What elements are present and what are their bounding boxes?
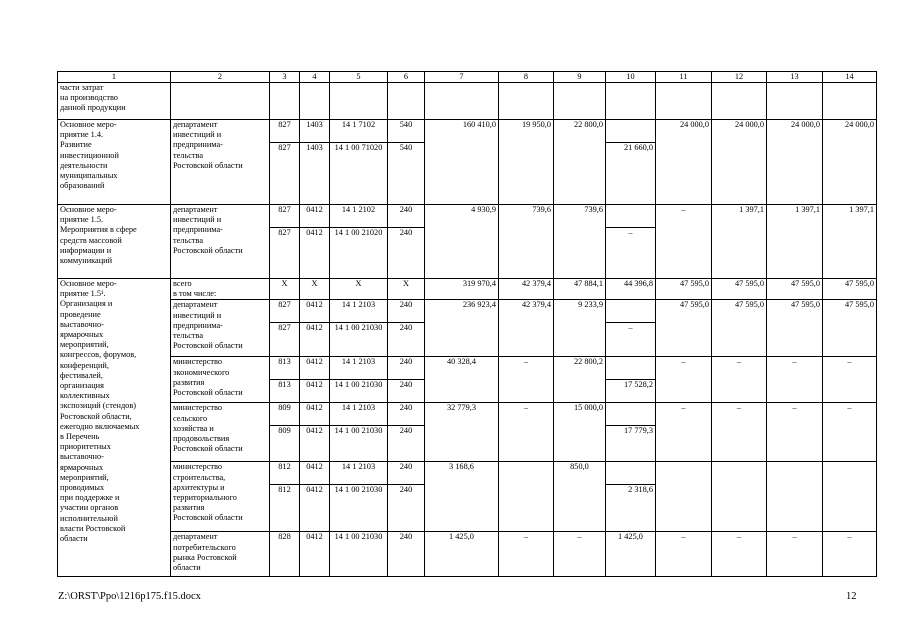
- table-row: [58, 357, 877, 380]
- cell-c6: 240: [388, 485, 425, 532]
- continuation-text: части затрат на производство данной продукции: [58, 83, 171, 120]
- cell-c4: 0412: [300, 532, 330, 577]
- executor: департамент инвестиций и предпринима- тельства Ростовской области: [171, 300, 270, 357]
- cell-c14: 24 000,0: [823, 120, 877, 205]
- cell-c10: –: [606, 228, 656, 279]
- cell-c14: 1 397,1: [823, 205, 877, 279]
- cell-c14: –: [823, 532, 877, 577]
- cell-c12: 47 595,0: [712, 300, 767, 357]
- activity-name: Основное меро- приятие 1.5. Мероприятия в сфере средств массовой информации и коммуникаций: [58, 205, 171, 279]
- cell-c6: 240: [388, 228, 425, 279]
- cell-c10: 2 318,6: [606, 485, 656, 532]
- cell-c13: 1 397,1: [767, 205, 823, 279]
- cell-c5: 14 1 00 21030: [330, 426, 388, 462]
- cell-c9: 47 884,1: [554, 279, 606, 300]
- cell-c13: 47 595,0: [767, 300, 823, 357]
- cell-c6: Х: [388, 279, 425, 300]
- cell-c13: [767, 462, 823, 532]
- cell-c5: 14 1 2103: [330, 357, 388, 380]
- executor: департамент потребительского рынка Ростовской области: [171, 532, 270, 577]
- cell-c3: 827: [270, 323, 300, 357]
- cell-c7: 4 930,9: [425, 205, 499, 279]
- cell-c14: [823, 462, 877, 532]
- cell-c14: 47 595,0: [823, 300, 877, 357]
- cell-c9: 850,0: [554, 462, 606, 532]
- cell-c12: [712, 462, 767, 532]
- header-cell: 3: [270, 72, 300, 83]
- cell-c11: 24 000,0: [656, 120, 712, 205]
- cell-c5: 14 1 00 71020: [330, 143, 388, 205]
- cell-c10: 17 779,3: [606, 426, 656, 462]
- cell-c11: 47 595,0: [656, 300, 712, 357]
- header-cell: 4: [300, 72, 330, 83]
- cell-c4: 0412: [300, 357, 330, 380]
- header-cell: 9: [554, 72, 606, 83]
- cell-c5: 14 1 00 21030: [330, 485, 388, 532]
- cell-c13: –: [767, 357, 823, 403]
- cell-c5: 14 1 2102: [330, 205, 388, 228]
- cell-c5: 14 1 00 21030: [330, 323, 388, 357]
- cell-c11: [656, 462, 712, 532]
- cell-c13: –: [767, 403, 823, 462]
- cell-c8: –: [499, 532, 554, 577]
- cell-c6: 240: [388, 300, 425, 323]
- cell-c7: 319 970,4: [425, 279, 499, 300]
- activity-name: Основное меро- приятие 1.4. Развитие инвестиционной деятельности муниципальных образований: [58, 120, 171, 205]
- cell-c3: 828: [270, 532, 300, 577]
- cell-c12: –: [712, 403, 767, 462]
- cell-c4: 0412: [300, 205, 330, 228]
- cell-c4: 1403: [300, 143, 330, 205]
- cell-c11: –: [656, 357, 712, 403]
- cell-c3: Х: [270, 279, 300, 300]
- cell-c12: 1 397,1: [712, 205, 767, 279]
- cell-c12: 47 595,0: [712, 279, 767, 300]
- cell-c5: 14 1 2103: [330, 403, 388, 426]
- cell-c5: 14 1 7102: [330, 120, 388, 143]
- cell-c7: 40 328,4: [425, 357, 499, 403]
- cell-c5: 14 1 2103: [330, 462, 388, 485]
- cell-c12: –: [712, 357, 767, 403]
- header-cell: 10: [606, 72, 656, 83]
- cell-c13: 24 000,0: [767, 120, 823, 205]
- cell-c3: 827: [270, 300, 300, 323]
- cell-c11: 47 595,0: [656, 279, 712, 300]
- cell-c9: 15 000,0: [554, 403, 606, 462]
- header-cell: 2: [171, 72, 270, 83]
- cell-c8: –: [499, 403, 554, 462]
- cell-c13: –: [767, 532, 823, 577]
- table-row: [58, 532, 877, 577]
- executor: министерство строительства, архитектуры и территориального развития Ростовской области: [171, 462, 270, 532]
- cell-c7: 160 410,0: [425, 120, 499, 205]
- cell-c8: 42 379,4: [499, 279, 554, 300]
- cell-c3: 813: [270, 357, 300, 380]
- cell-c14: –: [823, 357, 877, 403]
- cell-c11: –: [656, 532, 712, 577]
- cell-c3: 827: [270, 205, 300, 228]
- header-cell: 7: [425, 72, 499, 83]
- executor: департамент инвестиций и предпринима- тельства Ростовской области: [171, 205, 270, 279]
- cell-c14: 47 595,0: [823, 279, 877, 300]
- cell-c5: 14 1 00 21020: [330, 228, 388, 279]
- cell-c3: 827: [270, 143, 300, 205]
- executor: министерство экономического развития Ростовской области: [171, 357, 270, 403]
- header-cell: 6: [388, 72, 425, 83]
- cell-c8: 42 379,4: [499, 300, 554, 357]
- cell-c10: 21 660,0: [606, 143, 656, 205]
- cell-c6: 240: [388, 426, 425, 462]
- cell-c4: 0412: [300, 485, 330, 532]
- header-cell: 13: [767, 72, 823, 83]
- table-row: [58, 462, 877, 485]
- header-cell: 8: [499, 72, 554, 83]
- executor: департамент инвестиций и предпринима- тельства Ростовской области: [171, 120, 270, 205]
- cell-c5: 14 1 2103: [330, 300, 388, 323]
- cell-c4: 0412: [300, 228, 330, 279]
- cell-c4: 0412: [300, 462, 330, 485]
- cell-c3: 809: [270, 403, 300, 426]
- cell-c9: 9 233,9: [554, 300, 606, 357]
- page-number: 12: [846, 591, 857, 602]
- cell-c9: –: [554, 532, 606, 577]
- table-row: [58, 279, 877, 300]
- cell-c6: 240: [388, 532, 425, 577]
- cell-c10: 1 425,0: [606, 532, 656, 577]
- cell-c9: 739,6: [554, 205, 606, 279]
- cell-c8: 739,6: [499, 205, 554, 279]
- cell-c3: 812: [270, 462, 300, 485]
- cell-c4: 1403: [300, 120, 330, 143]
- cell-c6: 540: [388, 120, 425, 143]
- cell-c3: 809: [270, 426, 300, 462]
- cell-c3: 812: [270, 485, 300, 532]
- cell-c7: 236 923,4: [425, 300, 499, 357]
- cell-c6: 240: [388, 462, 425, 485]
- cell-c3: 827: [270, 120, 300, 143]
- cell-c3: 813: [270, 380, 300, 403]
- cell-c7: 3 168,6: [425, 462, 499, 532]
- cell-c11: –: [656, 403, 712, 462]
- cell-c12: 24 000,0: [712, 120, 767, 205]
- cell-c10: 44 396,8: [606, 279, 656, 300]
- cell-c4: 0412: [300, 403, 330, 426]
- cell-c9: 22 800,0: [554, 120, 606, 205]
- budget-table: [57, 71, 877, 577]
- cell-c8: –: [499, 357, 554, 403]
- cell-c10: –: [606, 323, 656, 357]
- cell-c14: –: [823, 403, 877, 462]
- table-row: [58, 403, 877, 426]
- executor: всего в том числе:: [171, 279, 270, 300]
- cell-c3: 827: [270, 228, 300, 279]
- table-row: [58, 205, 877, 228]
- cell-c9: 22 800,2: [554, 357, 606, 403]
- cell-c5: 14 1 00 21030: [330, 380, 388, 403]
- cell-c4: 0412: [300, 300, 330, 323]
- cell-c13: 47 595,0: [767, 279, 823, 300]
- header-cell: 5: [330, 72, 388, 83]
- cell-c4: 0412: [300, 323, 330, 357]
- cell-c5: Х: [330, 279, 388, 300]
- cell-c7: 1 425,0: [425, 532, 499, 577]
- cell-c5: 14 1 00 21030: [330, 532, 388, 577]
- cell-c6: 540: [388, 143, 425, 205]
- executor: министерство сельского хозяйства и продовольствия Ростовской области: [171, 403, 270, 462]
- cell-c12: –: [712, 532, 767, 577]
- cell-c4: 0412: [300, 426, 330, 462]
- cell-c7: 32 779,3: [425, 403, 499, 462]
- cell-c6: 240: [388, 403, 425, 426]
- cell-c6: 240: [388, 205, 425, 228]
- column-number-row: [58, 72, 877, 83]
- cell-c8: 19 950,0: [499, 120, 554, 205]
- header-cell: 1: [58, 72, 171, 83]
- table-row: [58, 120, 877, 143]
- header-cell: 14: [823, 72, 877, 83]
- file-path: Z:\ORST\Ppo\1216p175.f15.docx: [58, 591, 201, 602]
- cell-c6: 240: [388, 323, 425, 357]
- activity-name: Основное меро- приятие 1.5¹. Организация и проведение выставочно- ярмарочных мероприятий, конгрессов, форумов, конференций, фестивалей, организация коллективных экспозиций (стендов) Ростовской области, ежегодно включаемых в Перечень приоритетных выставочно- ярмарочных мероприятий, проводимых при поддержке и участии органов исполнительной власти Ростовской области: [58, 279, 171, 577]
- cell-c4: 0412: [300, 380, 330, 403]
- table-row: [58, 300, 877, 323]
- header-cell: 12: [712, 72, 767, 83]
- table-row: [58, 83, 877, 120]
- cell-c8: [499, 462, 554, 532]
- cell-c11: –: [656, 205, 712, 279]
- header-cell: 11: [656, 72, 712, 83]
- cell-c6: 240: [388, 380, 425, 403]
- cell-c10: 17 528,2: [606, 380, 656, 403]
- cell-c6: 240: [388, 357, 425, 380]
- cell-c4: Х: [300, 279, 330, 300]
